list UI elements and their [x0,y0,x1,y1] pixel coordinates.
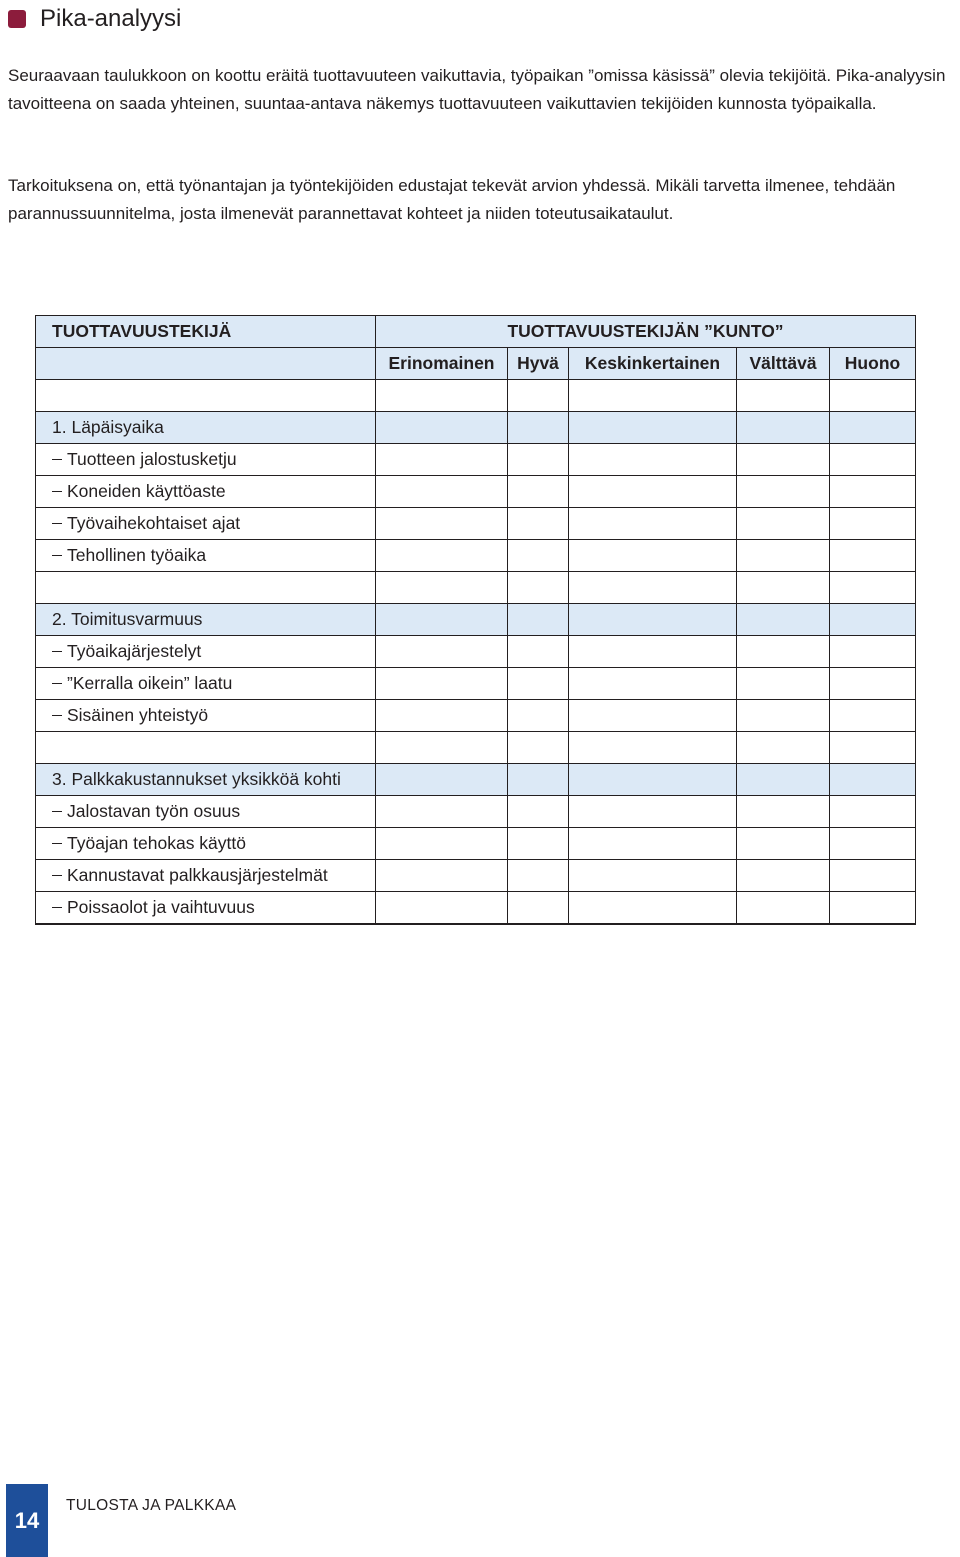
rating-cell[interactable] [737,476,830,508]
rating-cell[interactable] [569,892,737,924]
factor-item-label: Jalostavan työn osuus [67,801,241,821]
factor-item-label: Poissaolot ja vaihtuvuus [67,896,255,917]
rating-cell[interactable] [376,636,508,668]
rating-good-header: Hyvä [508,348,569,380]
rating-cell[interactable] [569,764,737,796]
productivity-analysis-table [35,315,916,925]
rating-cell[interactable] [830,828,916,860]
section-title: 1. Läpäisyaika [52,417,164,437]
intro-paragraph-2: Tarkoituksena on, että työnantajan ja työntekijöiden edustajat tekevät arvion yhdessä. Mikäli tarvetta ilmenee, tehdään parannussuunnitelma, josta ilmenevät parannettavat kohteet ja niiden toteutusaikataulut. [8,176,896,223]
rating-header-row [36,348,916,380]
factor-item-cell [36,540,376,572]
rating-poor-header: Huono [830,348,916,380]
rating-cell[interactable] [737,828,830,860]
rating-cell[interactable] [508,668,569,700]
spacer-row [36,380,916,412]
empty-header-cell [36,348,376,380]
intro-paragraph-1: Seuraavaan taulukkoon on koottu eräitä tuottavuuteen vaikuttavia, työpaikan ”omissa käsissä” olevia tekijöitä. Pika-analyysin tavoitteena on saada yhteinen, suuntaa-antava näkemys tuottavuuteen vaikuttavien tekijöiden kunnosta työpaikalla. [8,66,946,113]
rating-cell[interactable] [737,572,830,604]
rating-cell[interactable] [830,860,916,892]
rating-cell[interactable] [376,476,508,508]
rating-cell[interactable] [830,476,916,508]
rating-cell[interactable] [508,828,569,860]
rating-cell[interactable] [508,572,569,604]
rating-cell[interactable] [737,700,830,732]
rating-cell[interactable] [737,540,830,572]
rating-cell[interactable] [376,860,508,892]
table-row [36,540,916,572]
factor-item-label: Työvaihekohtaiset ajat [67,513,241,533]
section-title: 2. Toimitusvarmuus [52,609,203,629]
rating-cell[interactable] [376,572,508,604]
rating-cell[interactable] [569,540,737,572]
rating-cell[interactable] [569,636,737,668]
page-number: 14 [6,1484,48,1557]
publication-name: TULOSTA JA PALKKAA [66,1497,237,1514]
rating-cell[interactable] [737,668,830,700]
rating-cell[interactable] [376,892,508,924]
rating-cell[interactable] [569,668,737,700]
rating-cell[interactable] [376,540,508,572]
rating-cell[interactable] [569,412,737,444]
factor-item-cell [36,508,376,540]
table-row [36,796,916,828]
rating-cell[interactable] [569,508,737,540]
rating-cell[interactable] [508,444,569,476]
dash-icon [52,907,62,908]
rating-cell[interactable] [569,476,737,508]
rating-cell[interactable] [376,700,508,732]
section-title: 3. Palkkakustannukset yksikköä kohti [52,769,341,789]
rating-cell[interactable] [508,700,569,732]
rating-passable-header: Välttävä [737,348,830,380]
rating-cell[interactable] [830,444,916,476]
rating-cell[interactable] [508,636,569,668]
dash-icon [52,811,62,812]
rating-cell[interactable] [508,540,569,572]
rating-cell[interactable] [569,796,737,828]
rating-cell[interactable] [737,508,830,540]
rating-cell[interactable] [508,796,569,828]
rating-cell[interactable] [737,892,830,924]
rating-cell[interactable] [569,604,737,636]
rating-cell[interactable] [376,444,508,476]
factor-item-cell [36,828,376,860]
table-row [36,476,916,508]
factor-item-label: Sisäinen yhteistyö [67,705,209,725]
rating-cell[interactable] [830,796,916,828]
factor-item-cell [36,668,376,700]
dash-icon [52,459,62,460]
heading-bullet-icon [8,10,26,28]
table-row [36,668,916,700]
section-title-cell [36,764,376,796]
table-row [36,700,916,732]
page-title: Pika-analyysi [40,5,182,32]
dash-icon [52,555,62,556]
rating-cell[interactable] [737,764,830,796]
rating-cell[interactable] [569,444,737,476]
factor-item-label: Koneiden käyttöaste [67,481,226,501]
factor-item-label: Työajan tehokas käyttö [67,833,246,853]
rating-cell[interactable] [830,636,916,668]
factor-item-label: Tehollinen työaika [67,545,207,565]
rating-cell[interactable] [376,732,508,764]
section-row [36,412,916,444]
factor-item-label: Tuotteen jalostusketju [67,449,237,469]
spacer-cell [36,572,376,604]
section-row [36,764,916,796]
rating-cell[interactable] [830,540,916,572]
rating-cell[interactable] [737,604,830,636]
spacer-row [36,732,916,764]
rating-cell[interactable] [376,508,508,540]
rating-cell[interactable] [830,700,916,732]
factor-item-cell [36,892,376,924]
rating-cell[interactable] [737,380,830,412]
rating-cell[interactable] [569,700,737,732]
rating-cell[interactable] [376,668,508,700]
factor-item-cell [36,444,376,476]
spacer-cell [36,732,376,764]
rating-cell[interactable] [830,572,916,604]
dash-icon [52,875,62,876]
factor-item-label: ”Kerralla oikein” laatu [67,673,233,693]
rating-cell[interactable] [376,796,508,828]
rating-cell[interactable] [508,476,569,508]
rating-cell[interactable] [830,668,916,700]
rating-cell[interactable] [376,828,508,860]
rating-cell[interactable] [508,764,569,796]
rating-cell[interactable] [376,764,508,796]
rating-cell[interactable] [830,892,916,924]
rating-cell[interactable] [830,412,916,444]
rating-cell[interactable] [376,412,508,444]
rating-excellent-header: Erinomainen [376,348,508,380]
rating-cell[interactable] [569,572,737,604]
rating-cell[interactable] [737,412,830,444]
rating-cell[interactable] [508,412,569,444]
rating-cell[interactable] [569,860,737,892]
rating-cell[interactable] [830,380,916,412]
rating-cell[interactable] [508,604,569,636]
table-row [36,636,916,668]
rating-cell[interactable] [830,764,916,796]
dash-icon [52,523,62,524]
table-row [36,860,916,892]
table-row [36,828,916,860]
factor-item-cell [36,476,376,508]
rating-cell[interactable] [830,508,916,540]
factor-item-label: Kannustavat palkkausjärjestelmät [67,865,328,885]
factor-item-cell [36,796,376,828]
section-title-cell [36,412,376,444]
rating-cell[interactable] [508,892,569,924]
rating-cell[interactable] [830,604,916,636]
rating-cell[interactable] [737,860,830,892]
rating-cell[interactable] [508,380,569,412]
rating-cell[interactable] [569,732,737,764]
dash-icon [52,651,62,652]
table-header-row [36,316,916,348]
page-heading-row [8,4,181,34]
factor-item-cell [36,636,376,668]
table-row [36,892,916,924]
spacer-row [36,572,916,604]
section-row [36,604,916,636]
dash-icon [52,715,62,716]
rating-cell[interactable] [508,732,569,764]
rating-cell[interactable] [376,604,508,636]
rating-cell[interactable] [737,796,830,828]
rating-cell[interactable] [508,508,569,540]
rating-cell[interactable] [569,828,737,860]
rating-cell[interactable] [830,732,916,764]
factor-column-header: TUOTTAVUUSTEKIJÄ [36,316,376,348]
rating-cell[interactable] [376,380,508,412]
factor-item-label: Työaikajärjestelyt [67,641,202,661]
rating-cell[interactable] [508,860,569,892]
factor-item-cell [36,700,376,732]
rating-cell[interactable] [737,732,830,764]
dash-icon [52,843,62,844]
rating-cell[interactable] [737,636,830,668]
table-row [36,444,916,476]
rating-average-header: Keskinkertainen [569,348,737,380]
rating-cell[interactable] [737,444,830,476]
dash-icon [52,491,62,492]
dash-icon [52,683,62,684]
spacer-cell [36,380,376,412]
factor-item-cell [36,860,376,892]
table-row [36,508,916,540]
condition-column-header: TUOTTAVUUSTEKIJÄN ”KUNTO” [376,316,916,348]
section-title-cell [36,604,376,636]
rating-cell[interactable] [569,380,737,412]
